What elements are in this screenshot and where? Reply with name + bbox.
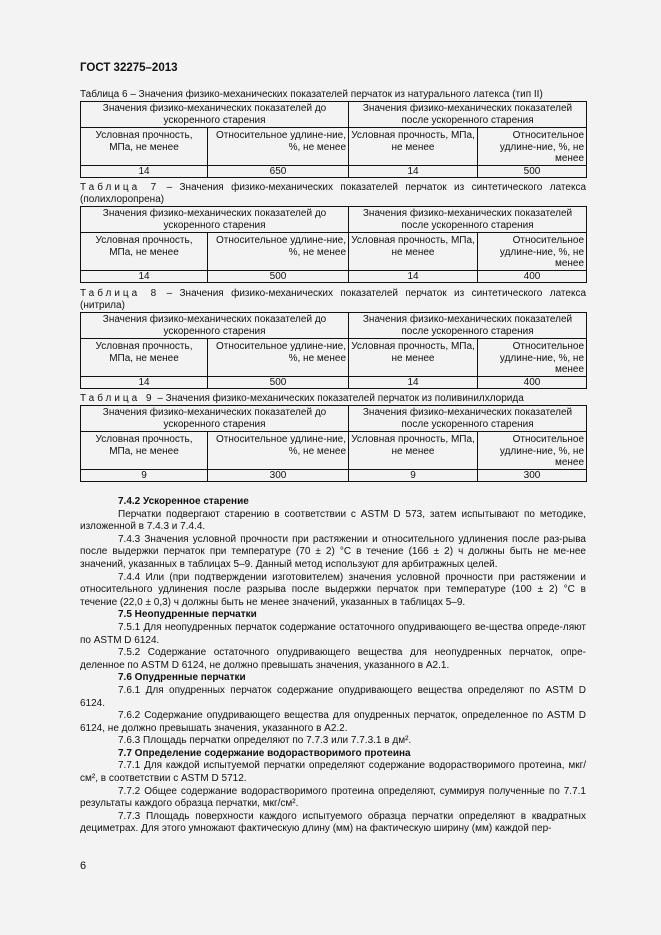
table-8-col-elongation-after: Относительное удлине-ние, %, не менее xyxy=(478,339,587,377)
table-8-caption xyxy=(80,288,586,300)
table-8-group-after: Значения физико-механических показателей после ускоренного старения xyxy=(349,313,587,339)
paragraph-7-7-2: 7.7.2 Общее содержание водорастворимого протеина определяют, суммируя полученные по 7.7.1 результаты каждого образца перчатки, мкг/см². xyxy=(80,785,586,810)
table-9-value: 300 xyxy=(478,469,587,481)
table-9-caption-text: – Значения физико-механических показателей перчаток из поливинилхлорида xyxy=(157,393,524,404)
table-7-col-elongation-after: Относительное удлине-ние, %, не менее xyxy=(478,233,587,271)
table-7-caption-text: – Значения физико-механических показателей перчаток из синтетического латекса xyxy=(166,182,587,193)
paragraph-7-6-2: 7.6.2 Содержание опудривающего вещества для опудренных перчаток, определенное по ASTM D 6124, не должно превышать значения, указанного в А2.2. xyxy=(80,710,586,734)
table-7-group-before: Значения физико-механических показателей до ускоренного старения xyxy=(81,207,349,233)
section-heading-7-6: 7.6 Опудренные перчатки xyxy=(118,672,246,684)
table-7-value: 400 xyxy=(478,270,587,282)
table-9-col-strength-before: Условная прочность, МПа, не менее xyxy=(81,432,208,470)
table-6-group-before: Значения физико-механических показателей до ускоренного старения xyxy=(81,102,349,128)
table-7-value: 14 xyxy=(81,270,208,282)
table-9-group-before: Значения физико-механических показателей до ускоренного старения xyxy=(81,406,349,432)
table-9-col-elongation-before: Относительное удлине-ние, %, не менее xyxy=(208,432,349,470)
table-9-group-after: Значения физико-механических показателей после ускоренного старения xyxy=(349,406,587,432)
paragraph-7-7-3: 7.7.3 Площадь поверхности каждого испытуемого образца перчатки определяют в квадратных дециметрах. Для этого умножают фактическую длину (мм) на фактическую ширину (мм) каждой пер- xyxy=(80,810,586,835)
table-8-value: 14 xyxy=(81,376,208,388)
table-9 xyxy=(80,405,587,482)
table-8-caption-continued: (нитрила) xyxy=(80,300,125,311)
paragraph-7-7-1: 7.7.1 Для каждой испытуемой перчатки определяют содержание водорастворимого протеина, мкг/см², в соответствии с ASTM D 5712. xyxy=(80,760,586,785)
table-9-col-strength-after: Условная прочность, МПа, не менее xyxy=(349,432,478,470)
table-6-group-after: Значения физико-механических показателей после ускоренного старения xyxy=(349,102,587,128)
section-heading-7-5: 7.5 Неопудренные перчатки xyxy=(118,609,257,621)
table-7-caption-tag: Таблица 7 xyxy=(80,182,160,193)
paragraph-7-4-3: 7.4.3 Значения условной прочности при растяжении и относительного удлинения после раз-рыва после выдержки перчаток при температуре (70 ± 2) °С в течение (166 ± 2) ч должны быть не ме-нее значений, указанных в таблицах 5–9. Данный метод используют для арбитражных целей. xyxy=(80,533,586,570)
document-header: ГОСТ 32275–2013 xyxy=(80,62,178,74)
table-6-value: 650 xyxy=(208,165,349,177)
paragraph-7-5-1: 7.5.1 Для неопудренных перчаток содержание остаточного опудривающего ве-щества опреде-ляют по ASTM D 6124. xyxy=(80,621,586,646)
paragraph-7-6-1: 7.6.1 Для опудренных перчаток содержание опудривающего вещества определяют по ASTM D 6124. xyxy=(80,684,586,709)
table-8-col-elongation-before: Относительное удлине-ние, %, не менее xyxy=(208,339,349,377)
table-6-value: 14 xyxy=(349,165,478,177)
table-7-col-elongation-before: Относительное удлине-ние, %, не менее xyxy=(208,233,349,271)
table-6-value: 14 xyxy=(81,165,208,177)
table-7-caption xyxy=(80,182,586,194)
section-heading-7-4-2: 7.4.2 Ускоренное старение xyxy=(118,496,249,507)
paragraph-7-6-3: 7.6.3 Площадь перчатки определяют по 7.7.3 или 7.7.3.1 в дм². xyxy=(118,735,412,747)
paragraph-7-4-4: 7.4.4 Или (при подтверждении изготовителем) значения условной прочности при растяжении и относительного удлинения после разрыва после выдержки перчаток при температуре (100 ± 2) °С в течение (22,0 ± 0,3) ч должны быть не менее значений, указанных в таблицах 5–9. xyxy=(80,571,586,608)
table-8 xyxy=(80,312,587,389)
table-6-value: 500 xyxy=(478,165,587,177)
table-6-caption: Таблица 6 – Значения физико-механических показателей перчаток из натурального латекса (тип II) xyxy=(80,89,543,100)
table-8-value: 500 xyxy=(208,376,349,388)
table-8-value: 14 xyxy=(349,376,478,388)
table-7-value: 500 xyxy=(208,270,349,282)
table-9-value: 300 xyxy=(208,469,349,481)
section-heading-7-7: 7.7 Определение содержание водорастворимого протеина xyxy=(118,747,411,759)
table-7-col-strength-after: Условная прочность, МПа, не менее xyxy=(349,233,478,271)
table-8-col-strength-after: Условная прочность, МПа, не менее xyxy=(349,339,478,377)
page-number: 6 xyxy=(80,860,87,872)
table-7 xyxy=(80,206,587,283)
table-9-value: 9 xyxy=(81,469,208,481)
table-6-col-elongation-before: Относительное удлине-ние, %, не менее xyxy=(208,128,349,166)
table-6-col-elongation-after: Относительное удлине-ние, %, не менее xyxy=(478,128,587,166)
table-7-caption-continued: (полихлоропрена) xyxy=(80,194,165,205)
table-8-caption-text: – Значения физико-механических показателей перчаток из синтетического латекса xyxy=(166,288,587,299)
table-7-value: 14 xyxy=(349,270,478,282)
paragraph-7-4-2: Перчатки подвергают старению в соответствии с ASTM D 573, затем испытывают по методике, изложенной в 7.4.3 и 7.4.4. xyxy=(80,508,586,533)
table-8-col-strength-before: Условная прочность, МПа, не менее xyxy=(81,339,208,377)
table-6-col-strength-before: Условная прочность, МПа, не менее xyxy=(81,128,208,166)
paragraph-7-5-2: 7.5.2 Содержание остаточного опудривающего вещества для неопудренных перчаток, опре-деленное по ASTM D 6124, не должно превышать значения, указанного в А2.1. xyxy=(80,647,586,671)
table-9-col-elongation-after: Относительное удлине-ние, %, не менее xyxy=(478,432,587,470)
table-9-caption xyxy=(80,393,586,405)
body-text xyxy=(80,496,586,836)
table-7-group-after: Значения физико-механических показателей после ускоренного старения xyxy=(349,207,587,233)
table-8-caption-tag: Таблица 8 xyxy=(80,288,160,299)
table-6-col-strength-after: Условная прочность, МПа, не менее xyxy=(349,128,478,166)
table-9-caption-tag: Таблица 9 xyxy=(80,393,155,404)
table-6 xyxy=(80,101,587,178)
table-9-value: 9 xyxy=(349,469,478,481)
table-7-col-strength-before: Условная прочность, МПа, не менее xyxy=(81,233,208,271)
table-8-group-before: Значения физико-механических показателей до ускоренного старения xyxy=(81,313,349,339)
table-8-value: 400 xyxy=(478,376,587,388)
